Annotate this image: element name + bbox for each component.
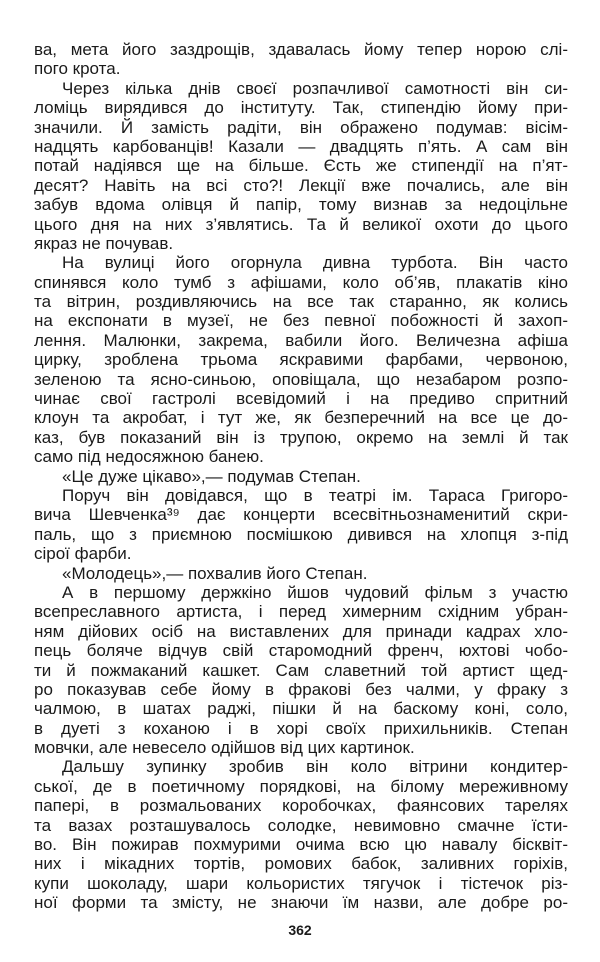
text-line: ної форми та змісту, не знаючи їм назви, але добре ро- <box>34 893 568 913</box>
text-line: каз, був показаний він із трупою, окремо на землі й так <box>34 427 568 447</box>
text-line: спинявся коло тумб з афішами, коло об’яв, плакатів кіно <box>34 272 568 292</box>
book-page-text <box>34 40 568 913</box>
text-line: та вазах розташувалось солодке, невимовно смачне їсти- <box>34 815 568 835</box>
text-line: них і мікадних тортів, ромових бабок, заливних горіхів, <box>34 854 568 874</box>
text-line: ти й пожмаканий кашкет. Сам славетний той артист щед- <box>34 660 568 680</box>
text-line: значили. Й замість радіти, він ображено подумав: вісім- <box>34 117 568 137</box>
paragraph <box>34 486 568 564</box>
text-line: «Це дуже цікаво»,— подумав Степан. <box>62 466 361 486</box>
paragraph <box>34 79 568 254</box>
text-line: На вулиці його огорнула дивна турбота. Він часто <box>62 253 568 273</box>
text-line: пого крота. <box>34 59 121 79</box>
text-line: цирку, зроблена трьома яскравими фарбами, червоною, <box>34 350 568 370</box>
text-line: чалмою, в шатах раджі, пішки й на баскому коні, соло, <box>34 699 568 719</box>
paragraph <box>34 757 568 912</box>
text-line: надцять карбованців! Казали — двадцять п’ять. А сам він <box>34 136 568 156</box>
text-line: десят? Навіть на всі сто?! Лекції вже почались, але він <box>34 175 568 195</box>
text-line: клоун та акробат, і тут же, як безперечний на все це до- <box>34 408 568 428</box>
text-line: «Молодець»,— похвалив його Степан. <box>62 563 368 583</box>
text-line: А в першому держкіно йшов чудовий фільм з участю <box>62 582 568 602</box>
text-line: купи шоколаду, шари кольористих тягучок і тістечок різ- <box>34 873 568 893</box>
text-line: ломіць вирядився до інституту. Так, стипендію йому при- <box>34 98 568 118</box>
text-line: мовчки, але невесело одійшов від цих картинок. <box>34 738 415 758</box>
text-line: зеленою та ясно-синьою, оповіщала, що незабаром розпо- <box>34 369 568 389</box>
text-line: забув вдома олівця й папір, тому визнав за недоцільне <box>34 195 568 215</box>
text-line: пець боляче відчув свій старомодний френч, юхтові чобо- <box>34 641 568 661</box>
paragraph <box>34 564 568 583</box>
page-number: 362 <box>288 922 312 938</box>
text-line: ро показував себе йому в фракові без чалми, у фраку з <box>34 679 568 699</box>
text-line: папері, в розмальованих коробочках, фаянсових тарелях <box>34 796 568 816</box>
text-line: та вітрин, роздивляючись на все так старанно, як колись <box>34 292 568 312</box>
paragraph <box>34 467 568 486</box>
paragraph <box>34 253 568 466</box>
text-line: всепреславного артиста, і перед химерним східним убран- <box>34 602 568 622</box>
text-line: чинає свої гастролі всевідомий і на предиво спритний <box>34 389 568 409</box>
text-line: ням дійових осіб на виставлених для принади кадрах хло- <box>34 621 568 641</box>
text-line: Через кілька днів своєї розпачливої самотності він си- <box>62 78 568 98</box>
text-line: ської, де в поетичному порядкові, на білому мереживному <box>34 776 568 796</box>
text-line: Дальшу зупинку зробив він коло вітрини кондитер- <box>62 757 568 777</box>
paragraph <box>34 40 568 79</box>
paragraph <box>34 583 568 758</box>
text-line: в дуеті з коханою і в хорі своїх прихильників. Степан <box>34 718 568 738</box>
text-line: Поруч він довідався, що в театрі ім. Тараса Григоро- <box>62 485 568 505</box>
text-line: вича Шевченка³⁹ дає концерти всесвітньознаменитий скри- <box>34 505 568 525</box>
text-line: якраз не почував. <box>34 233 174 253</box>
text-line: паль, що з приємною посмішкою дивився на хлопця з-під <box>34 524 568 544</box>
text-line: потай надіявся ще на більше. Єсть же стипендії на п’ят- <box>34 156 568 176</box>
text-line: сірої фарби. <box>34 544 132 564</box>
text-line: на експонати в музеї, не без певної побожності й захоп- <box>34 311 568 331</box>
text-line: во. Він пожирав похмурими очима всю цю навалу бісквіт- <box>34 835 568 855</box>
text-line: цього дня на них з’являтись. Та й великої охоти до цього <box>34 214 568 234</box>
text-line: само під недосяжною банею. <box>34 447 264 467</box>
text-line: ва, мета його заздрощів, здавалась йому тепер норою слі- <box>34 40 568 59</box>
text-line: лення. Малюнки, закрема, вабили його. Величезна афіша <box>34 330 568 350</box>
